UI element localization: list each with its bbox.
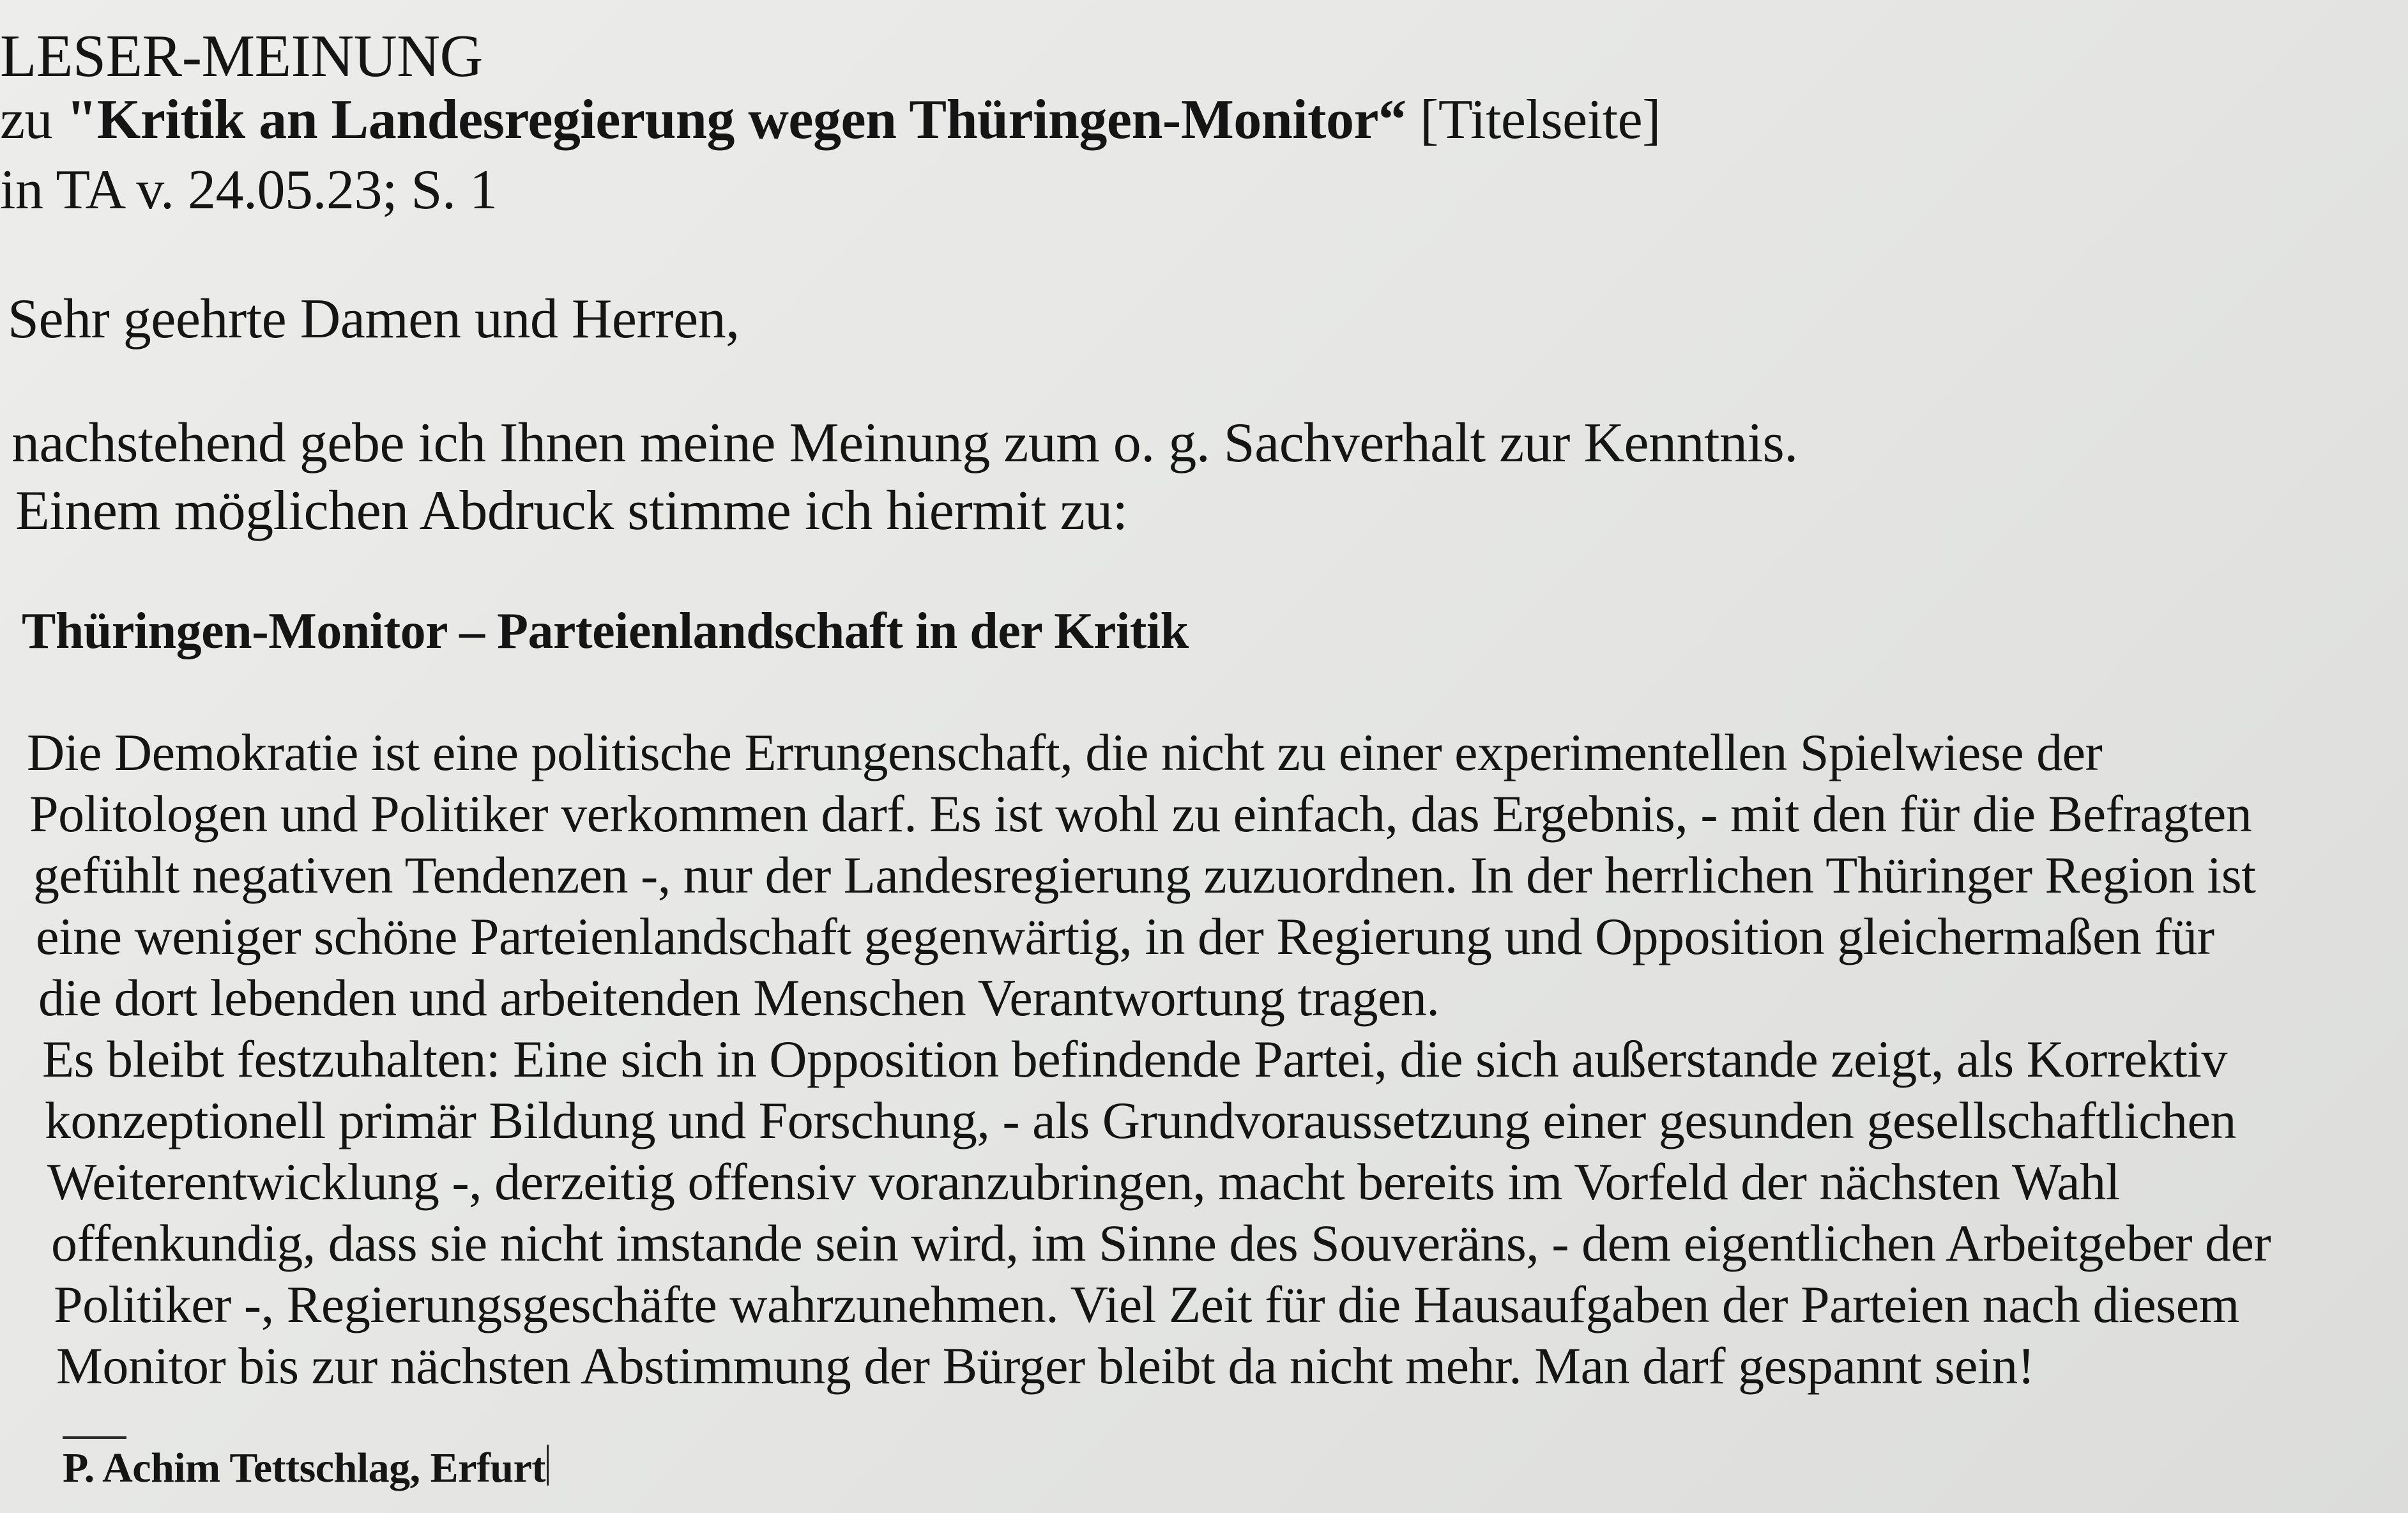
body-text-line: Politologen und Politiker verkommen darf. Es ist wohl zu einfach, das Ergebnis, - mit den für die Befragten [29, 785, 2252, 843]
body-text-line: gefühlt negativen Tendenzen -, nur der Landesregierung zuzuordnen. In der herrlichen Thüringer Region ist [33, 846, 2256, 904]
body-text-line: offenkundig, dass sie nicht imstande sein wird, im Sinne des Souveräns, - dem eigentlichen Arbeitgeber der [51, 1214, 2271, 1272]
signature-line[interactable] [63, 1441, 549, 1495]
signature: P. Achim Tettschlag, Erfurt [63, 1445, 545, 1491]
intro-line: Einem möglichen Abdruck stimme ich hiermit zu: [15, 480, 1128, 542]
letter-headline: Thüringen-Monitor – Parteienlandschaft in der Kritik [22, 603, 1189, 659]
reference-prefix: zu [0, 89, 66, 151]
reference-suffix: [Titelseite] [1406, 89, 1661, 151]
body-text-line: eine weniger schöne Parteienlandschaft gegenwärtig, in der Regierung und Opposition gleichermaßen für [36, 907, 2214, 965]
body-text-line: die dort lebenden und arbeitenden Menschen Verantwortung tragen. [38, 969, 1440, 1027]
body-text-line: Die Demokratie ist eine politische Errungenschaft, die nicht zu einer experimentellen Spielwiese der [27, 723, 2103, 781]
text-cursor [547, 1445, 549, 1486]
body-text-line: Weiterentwicklung -, derzeitig offensiv voranzubringen, macht bereits im Vorfeld der nächsten Wahl [47, 1153, 2120, 1211]
signature-rule [63, 1436, 126, 1439]
reference-article-title: "Kritik an Landesregierung wegen Thüringen-Monitor“ [66, 89, 1406, 151]
body-text-line: Politiker -, Regierungsgeschäfte wahrzunehmen. Viel Zeit für die Hausaufgaben der Parteien nach diesem [54, 1275, 2239, 1333]
body-text-line: Monitor bis zur nächsten Abstimmung der Bürger bleibt da nicht mehr. Man darf gespannt sein! [56, 1337, 2035, 1395]
page-title: LESER-MEINUNG [0, 23, 483, 89]
article-reference [0, 89, 1661, 151]
body-text-line: konzeptionell primär Bildung und Forschung, - als Grundvoraussetzung einer gesunden gesellschaftlichen [45, 1091, 2236, 1149]
salutation: Sehr geehrte Damen und Herren, [8, 288, 740, 350]
issue-reference: in TA v. 24.05.23; S. 1 [0, 159, 498, 221]
intro-line: nachstehend gebe ich Ihnen meine Meinung zum o. g. Sachverhalt zur Kenntnis. [11, 412, 1798, 474]
body-text-line: Es bleibt festzuhalten: Eine sich in Opposition befindende Partei, die sich außerstande zeigt, als Korrektiv [42, 1030, 2227, 1088]
